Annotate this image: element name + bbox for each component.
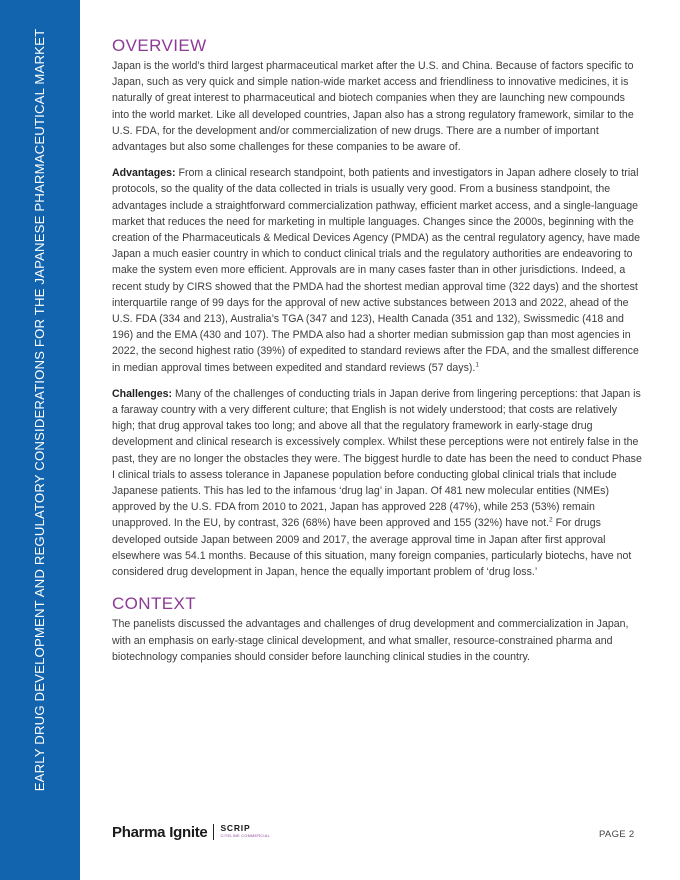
scrip-logo	[220, 824, 270, 840]
footnote-1: 1	[475, 361, 479, 369]
advantages-paragraph	[112, 165, 642, 376]
overview-heading: OVERVIEW	[112, 36, 207, 55]
advantages-text: From a clinical research standpoint, both patients and investigators in Japan adhere closely to trial protocols, so the quality of the data collected in trials is usually very good. From a business standpoint, the advantages include a straightforward commercialization pathway, efficient market access, and a single-language market that reduces the need for marketing in multiple languages. Changes since the 2000s, beginning with the creation of the Pharmaceuticals & Medical Devices Agency (PMDA) as the central regulatory agency, have made Japan a much easier country in which to conduct clinical trials and the regulatory authorities are endeavoring to make the system even more efficient. Approvals are in many cases faster than in other jurisdictions. Indeed, a recent study by CIRS showed that the PMDA had the shortest median approval time (322 days) and the shortest interquartile range of 99 days for the approval of new active substances between 2013 and 2022, ahead of the U.S. FDA (334 and 213), Australia’s TGA (347 and 123), Health Canada (351 and 132), Swissmedic (418 and 196) and the EMA (430 and 107). The PMDA also had a shorter median submission gap than most agencies in 2022, the second highest ratio (39%) of expedited to standard reviews after the FDA, and the smallest difference in median approval times between expedited and standard reviews (57 days).	[112, 167, 640, 374]
context-paragraph: The panelists discussed the advantages and challenges of drug development and commercialization in Japan, with an emphasis on early-stage clinical development, and what smaller, resource-constrained pharma and biotechnology companies should consider before launching clinical studies in the country.	[112, 618, 629, 663]
pharma-ignite-logo	[112, 822, 270, 842]
logo-divider	[213, 824, 214, 840]
challenges-label: Challenges:	[112, 387, 173, 400]
sidebar	[0, 0, 80, 880]
brand-part-1: Pharma	[112, 823, 166, 841]
main-content	[112, 36, 642, 675]
overview-paragraph: Japan is the world’s third largest pharmaceutical market after the U.S. and China. Because of factors specific to Japan, such as very quick and simple nation-wide market access and friendliness to innovative medicines, it is naturally of great interest to pharmaceutical and biotech companies when they are launching new compounds into the world market. Like all developed countries, Japan also has a strong regulatory framework, similar to the U.S. FDA, for the development and/or commercialization of new drugs. There are a number of important advantages but also some challenges for these companies to be aware of.	[112, 60, 634, 154]
context-heading: CONTEXT	[112, 594, 197, 614]
challenges-text-2: For drugs developed outside Japan between 2009 and 2017, the average approval time in Japan after first approval elsewhere was 54.1 months. Because of this situation, many foreign companies, particularly biotechs, have not considered drug development in Japan, hence the equally important problem of ‘drug loss.’	[112, 517, 632, 579]
footnote-2: 2	[549, 516, 553, 524]
challenges-text-1: Many of the challenges of conducting trials in Japan derive from lingering perceptions: that Japan is a faraway country with a very different culture; that English is not widely understood; that costs are relatively high; that drug approval takes too long; and above all that the regulatory framework in early-stage drug development and clinical research is excessively complex. Whilst these perceptions were not entirely false in the past, they are no longer the obstacles they were. The biggest hurdle to date has been the need to conduct Phase I clinical trials to assess tolerance in Japanese population before conducting global clinical trials that include Japanese patients. This has led to the infamous ‘drug lag’ in Japan. Of 481 new molecular entities (NMEs) approved by the U.S. FDA from 2010 to 2021, Japan has approved 228 (47%), while 253 (53%) remain unapproved. In the EU, by contrast, 326 (68%) have been approved and 155 (32%) have not.	[112, 387, 642, 530]
brand-part-2: Ignite	[169, 823, 208, 841]
challenges-paragraph	[112, 386, 642, 580]
advantages-label: Advantages:	[112, 167, 176, 180]
scrip-subtitle: CITELINE COMMERCIAL	[220, 834, 271, 838]
page-number: PAGE 2	[599, 829, 635, 840]
document-title: EARLY DRUG DEVELOPMENT AND REGULATORY CONSIDERATIONS FOR THE JAPANESE PHARMACEUTICAL MARKET	[32, 28, 47, 792]
scrip-text: SCRIP	[220, 823, 251, 833]
